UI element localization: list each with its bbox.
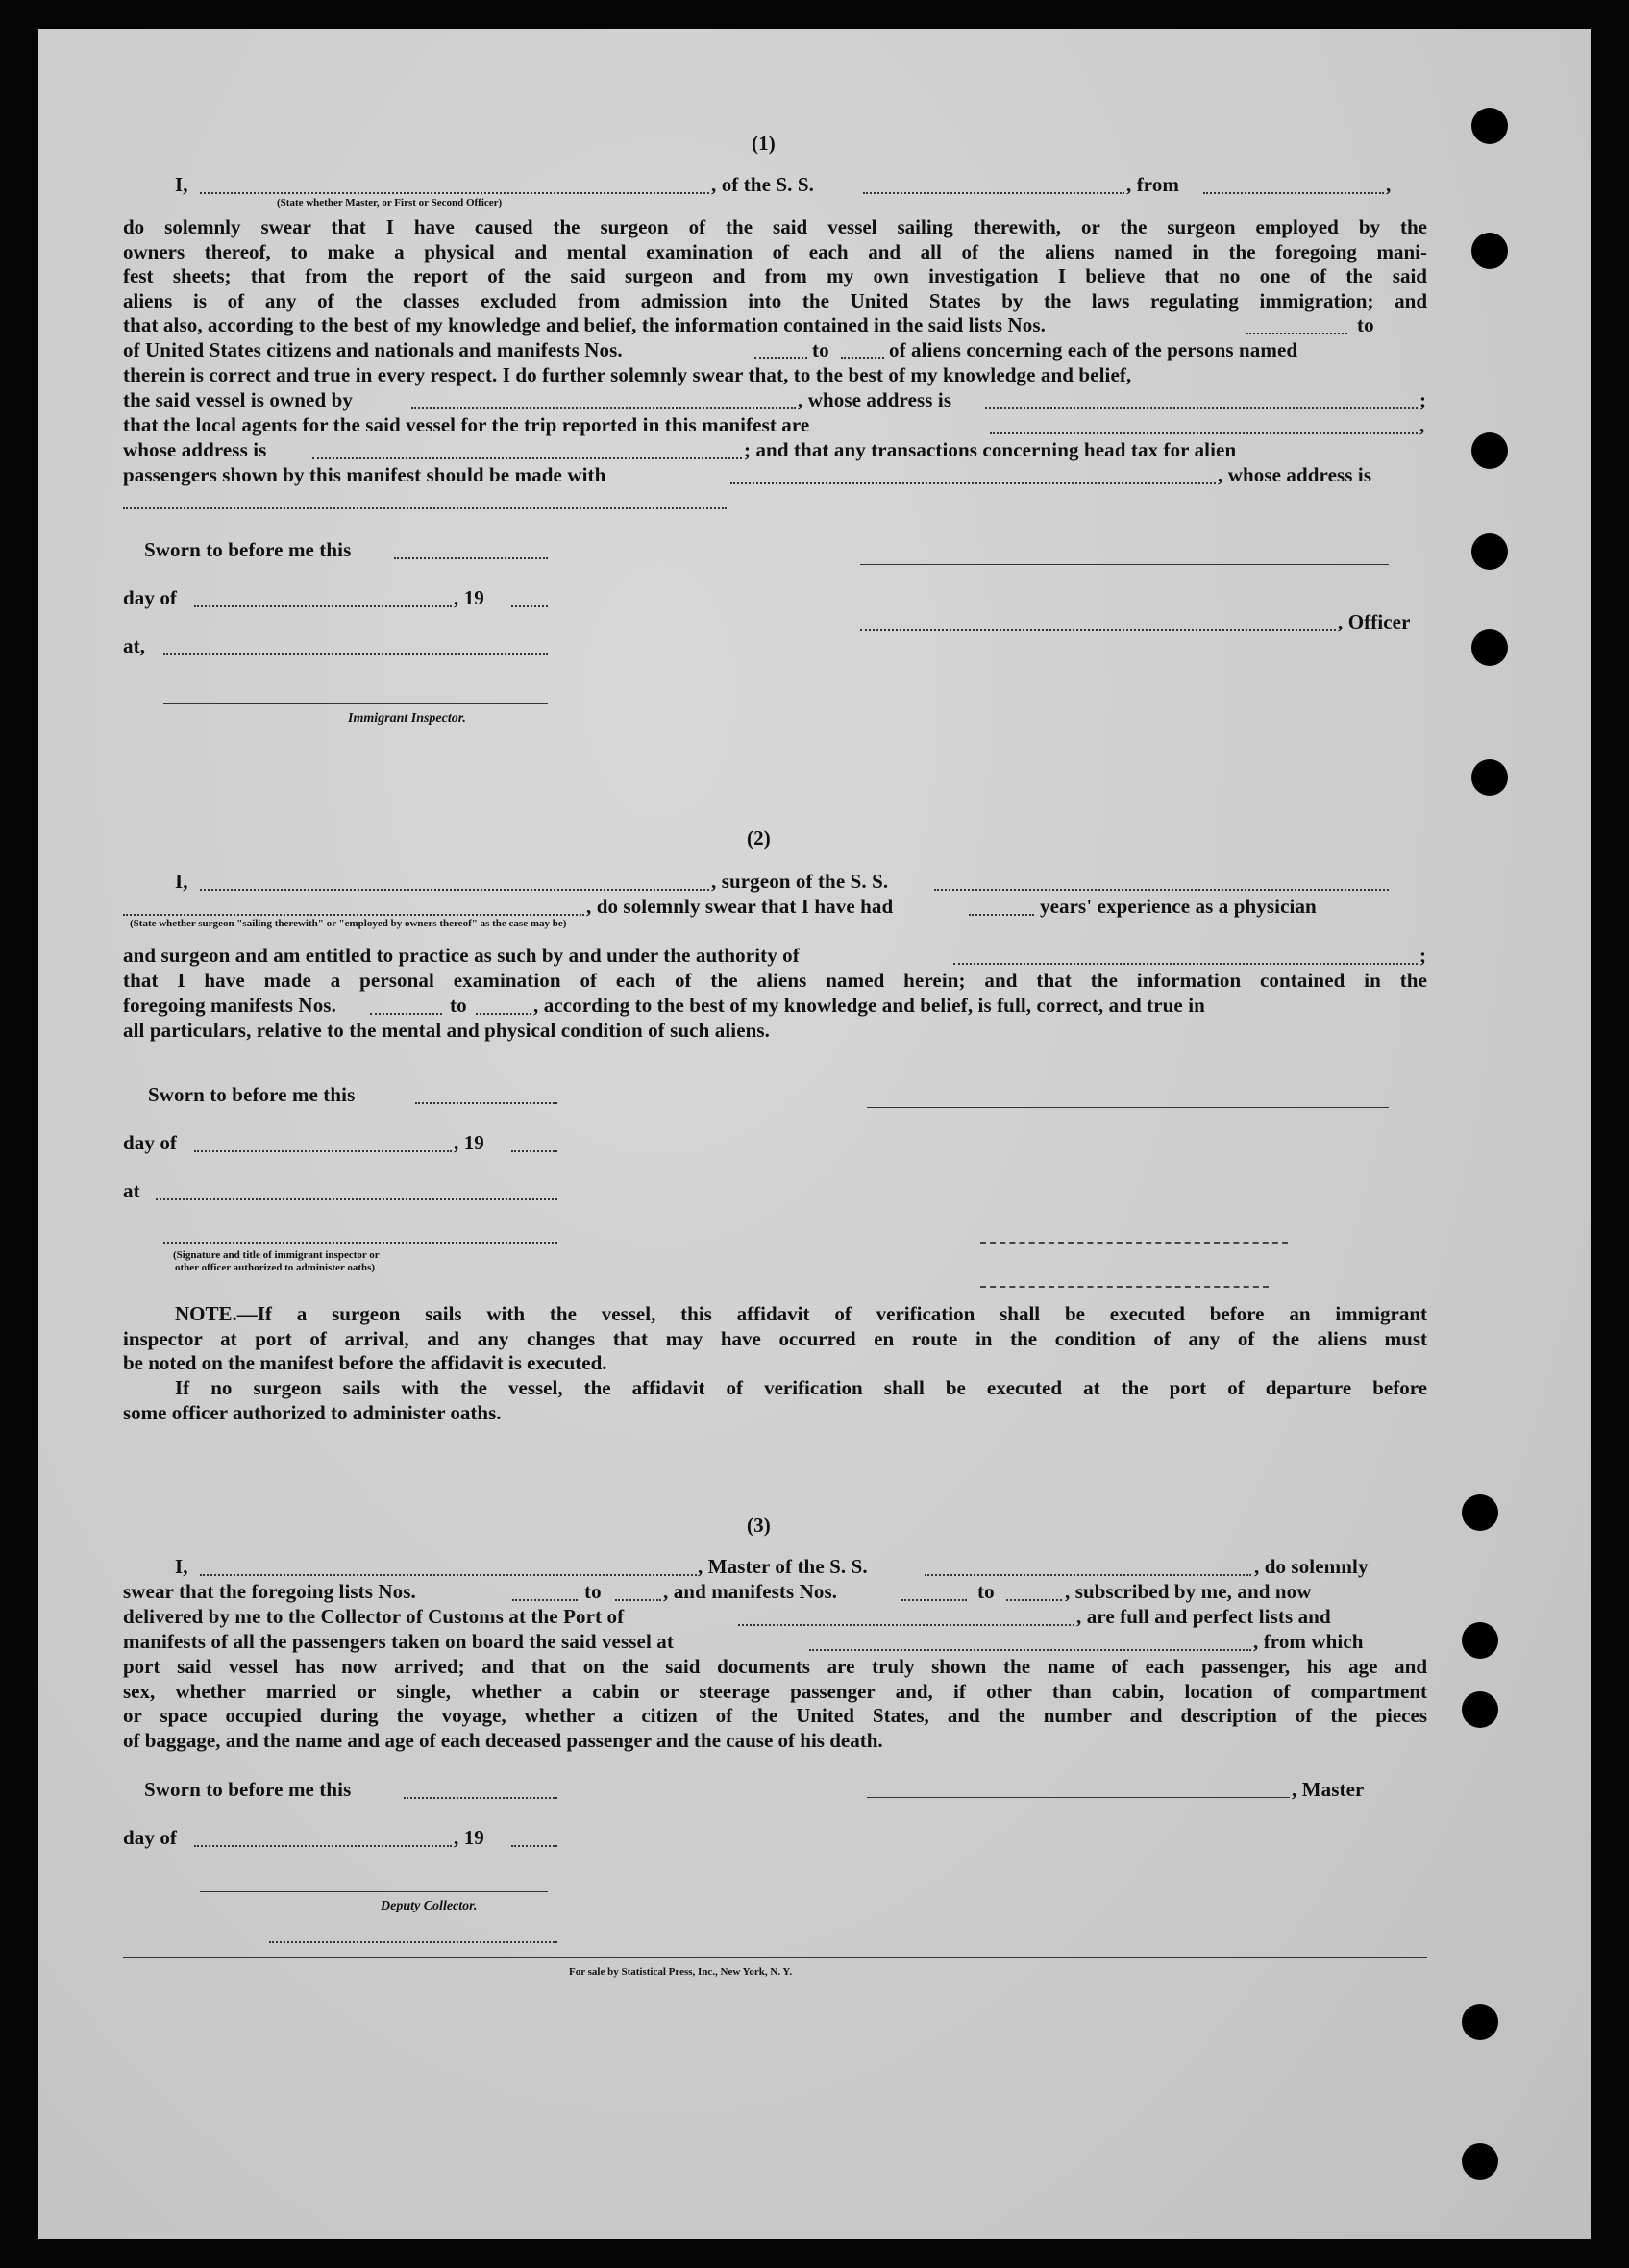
note-line: NOTE.—If a surgeon sails with the vessel, this affidavit of verification shall be executed before an immigrant: [175, 1302, 1427, 1325]
vessel-name-field[interactable]: [863, 192, 1124, 194]
manifests-to-field[interactable]: [1006, 1599, 1062, 1601]
master-name-field[interactable]: [200, 1574, 697, 1576]
footer-divider: [123, 1957, 1427, 1958]
year-label: , 19: [454, 1826, 484, 1849]
punch-hole: [1471, 759, 1508, 796]
sworn-year-field[interactable]: [511, 1150, 557, 1152]
divider-dots: [269, 1941, 557, 1943]
year-label: , 19: [454, 586, 484, 609]
to-label: to: [977, 1580, 995, 1603]
master-caption: , Master: [1292, 1778, 1365, 1801]
manifests-from-field[interactable]: [841, 357, 884, 359]
lists-to-field[interactable]: [615, 1599, 661, 1601]
surgeon-signature-line[interactable]: [867, 1107, 1389, 1108]
to-label: to: [584, 1580, 602, 1603]
section-1-i-label: I,: [175, 173, 188, 196]
citizens-lists-to-field[interactable]: [754, 357, 807, 359]
head-tax-line: ; and that any transactions concerning head tax for alien: [744, 438, 1237, 461]
head-tax-contact-field[interactable]: [730, 482, 1216, 484]
section-3-i-label: I,: [175, 1555, 188, 1578]
surgeon-signature-dash: [980, 1286, 1269, 1288]
day-of-label: day of: [123, 1131, 178, 1154]
years-experience-field[interactable]: [969, 914, 1034, 916]
body-line: do solemnly swear that I have caused the surgeon of the said vessel sailing therewith, or the surgeon employed by the: [123, 215, 1427, 238]
officer-signature-line-2[interactable]: [860, 629, 1336, 631]
punch-hole: [1471, 108, 1508, 144]
foregoing-to-field[interactable]: [476, 1013, 531, 1015]
punch-hole: [1471, 432, 1508, 469]
delivered-label: delivered by me to the Collector of Customs at the Port of: [123, 1605, 625, 1628]
body-line: or space occupied during the voyage, whether a citizen of the United States, and the number and description of the pieces: [123, 1704, 1427, 1728]
sworn-label: Sworn to before me this: [144, 1778, 352, 1801]
from-port-field[interactable]: [1203, 192, 1384, 194]
sworn-place-field[interactable]: [163, 653, 548, 655]
authority-label: and surgeon and am entitled to practice as such by and under the authority of: [123, 944, 800, 967]
from-label: , from: [1126, 173, 1180, 196]
footer-credit: For sale by Statistical Press, Inc., New York, N. Y.: [569, 1966, 793, 1978]
of-ss-label: , of the S. S.: [711, 173, 814, 196]
inspector-signature-line[interactable]: [163, 703, 548, 704]
punch-hole: [1471, 233, 1508, 269]
passengers-label: passengers shown by this manifest should be made with: [123, 463, 606, 486]
sworn-day-field[interactable]: [404, 1797, 557, 1799]
particulars-line: all particulars, relative to the mental and physical condition of such aliens.: [123, 1019, 771, 1042]
punch-hole: [1462, 1494, 1498, 1531]
from-which-label: , from which: [1253, 1630, 1364, 1653]
surgeon-status-field[interactable]: [123, 914, 584, 916]
section-2-i-label: I,: [175, 870, 188, 893]
year-label: , 19: [454, 1131, 484, 1154]
inspector-signature-line[interactable]: [163, 1242, 557, 1244]
master-of-label: , Master of the S. S.: [698, 1555, 868, 1578]
owned-label: the said vessel is owned by: [123, 388, 353, 411]
body-line: that also, according to the best of my knowledge and belief, the information contained in the said lists Nos.: [123, 313, 1047, 336]
foregoing-from-field[interactable]: [370, 1013, 442, 1015]
to-label: to: [812, 338, 829, 361]
swear-label: , do solemnly swear that I have had: [586, 895, 894, 918]
section-3-number: (3): [747, 1514, 771, 1537]
section-1-body: [123, 215, 1427, 313]
lists-from-field[interactable]: [1246, 333, 1347, 334]
body-line: fest sheets; that from the report of the said surgeon and from my own investigation I believe that no one of the said: [123, 264, 1427, 288]
foregoing-label: foregoing manifests Nos.: [123, 994, 336, 1017]
manifest-affidavit-page: [38, 29, 1591, 2239]
owner-address-field[interactable]: [985, 407, 1418, 409]
aliens-label: of aliens concerning each of the persons named: [889, 338, 1298, 361]
master-vessel-field[interactable]: [925, 1574, 1251, 1576]
exam-line: that I have made a personal examination of each of the aliens named herein; and that the information contained in the: [123, 969, 1427, 992]
note-line: inspector at port of arrival, and any changes that may have occurred en route in the condition of any of the aliens must: [123, 1326, 1427, 1350]
sworn-day-field[interactable]: [394, 557, 548, 559]
body-line: of baggage, and the name and age of each deceased passenger and the cause of his death.: [123, 1728, 883, 1752]
swear-label: swear that the foregoing lists Nos.: [123, 1580, 416, 1603]
manifests-label: manifests of all the passengers taken on board the said vessel at: [123, 1630, 674, 1653]
body-line: port said vessel has now arrived; and that on the said documents are truly shown the name of each passenger, his age and: [123, 1655, 1427, 1678]
according-label: , according to the best of my knowledge and belief, is full, correct, and true in: [533, 994, 1205, 1017]
at-label: at,: [123, 634, 146, 657]
port-field[interactable]: [738, 1624, 1074, 1626]
surgeon-name-field[interactable]: [200, 889, 709, 891]
sworn-month-field[interactable]: [194, 1150, 452, 1152]
agents-address-label: whose address is: [123, 438, 267, 461]
section-1-number: (1): [752, 132, 776, 155]
surgeon-vessel-field[interactable]: [934, 889, 1389, 891]
deputy-signature-line[interactable]: [200, 1891, 548, 1892]
correct-line: therein is correct and true in every respect. I do further solemnly swear that, to the best of my knowledge and belief,: [123, 363, 1132, 386]
surgeon-of-label: , surgeon of the S. S.: [711, 870, 889, 893]
section-3-body: [123, 1655, 1427, 1753]
manifests-from-field[interactable]: [901, 1599, 967, 1601]
surgeon-note: (State whether surgeon "sailing therewith" or "employed by owners thereof" as the case may be): [130, 918, 567, 929]
at-label: at: [123, 1179, 140, 1202]
punch-hole: [1462, 2143, 1498, 2180]
owner-address-label: , whose address is: [798, 388, 952, 411]
subscribed-label: , subscribed by me, and now: [1065, 1580, 1312, 1603]
sworn-label: Sworn to before me this: [144, 538, 352, 561]
master-signature-line[interactable]: [867, 1797, 1290, 1798]
punch-hole: [1462, 1622, 1498, 1659]
agents-address-field[interactable]: [312, 457, 742, 459]
sworn-label: Sworn to before me this: [148, 1083, 356, 1106]
officer-caption: , Officer: [1338, 610, 1411, 633]
note-paragraph-1: [123, 1302, 1427, 1376]
body-line: owners thereof, to make a physical and mental examination of each and all of the aliens named in the foregoing mani-: [123, 239, 1427, 263]
punch-hole: [1471, 533, 1508, 570]
semicolon: ;: [1419, 944, 1427, 967]
inspector-caption: Immigrant Inspector.: [348, 711, 466, 726]
officer-signature-line-1[interactable]: [860, 564, 1389, 565]
local-agents-field[interactable]: [990, 432, 1418, 434]
punch-hole: [1462, 2004, 1498, 2040]
signature-note-1: (Signature and title of immigrant inspector or: [173, 1249, 380, 1261]
solemnly-label: , do solemnly: [1254, 1555, 1369, 1578]
note-line: If no surgeon sails with the vessel, the affidavit of verification shall be executed at the port of departure before: [175, 1376, 1427, 1399]
day-of-label: day of: [123, 1826, 178, 1849]
comma: ,: [1419, 413, 1425, 436]
experience-label: years' experience as a physician: [1040, 895, 1317, 918]
day-of-label: day of: [123, 586, 178, 609]
sworn-year-field[interactable]: [511, 605, 548, 607]
semicolon: ;: [1419, 388, 1427, 411]
sworn-month-field[interactable]: [194, 1845, 452, 1847]
sworn-month-field[interactable]: [194, 605, 452, 607]
from-comma: ,: [1386, 173, 1392, 196]
note-line: some officer authorized to administer oaths.: [123, 1400, 502, 1424]
contact-address-field[interactable]: [123, 507, 727, 509]
lists-from-field[interactable]: [512, 1599, 578, 1601]
sworn-place-field[interactable]: [156, 1198, 557, 1200]
embark-port-field[interactable]: [809, 1649, 1251, 1651]
punch-hole: [1462, 1691, 1498, 1728]
deputy-caption: Deputy Collector.: [381, 1899, 478, 1913]
sworn-day-field[interactable]: [415, 1102, 557, 1104]
perfect-lists-label: , are full and perfect lists and: [1076, 1605, 1331, 1628]
contact-address-label: , whose address is: [1218, 463, 1372, 486]
signature-note-2: other officer authorized to administer oaths): [175, 1262, 376, 1273]
officer-name-field[interactable]: [200, 192, 709, 194]
body-line: sex, whether married or single, whether a cabin or steerage passenger and, if other than cabin, location of compartment: [123, 1679, 1427, 1703]
body-line: aliens is of any of the classes excluded from admission into the United States by the laws regulating immigration; and: [123, 288, 1427, 312]
and-manifests-label: , and manifests Nos.: [663, 1580, 838, 1603]
authority-field[interactable]: [953, 963, 1418, 965]
note-line: be noted on the manifest before the affidavit is executed.: [123, 1351, 607, 1375]
agents-label: that the local agents for the said vessel for the trip reported in this manifest are: [123, 413, 810, 436]
to-label: to: [1357, 313, 1374, 336]
citizens-label: of United States citizens and nationals and manifests Nos.: [123, 338, 623, 361]
officer-note: (State whether Master, or First or Second Officer): [277, 197, 503, 209]
to-label: to: [450, 994, 467, 1017]
surgeon-signature-dash: [980, 1242, 1288, 1244]
punch-hole: [1471, 629, 1508, 666]
sworn-year-field[interactable]: [511, 1845, 557, 1847]
note-paragraph-2: [123, 1376, 1427, 1425]
owner-field[interactable]: [411, 407, 796, 409]
section-2-number: (2): [747, 826, 771, 850]
